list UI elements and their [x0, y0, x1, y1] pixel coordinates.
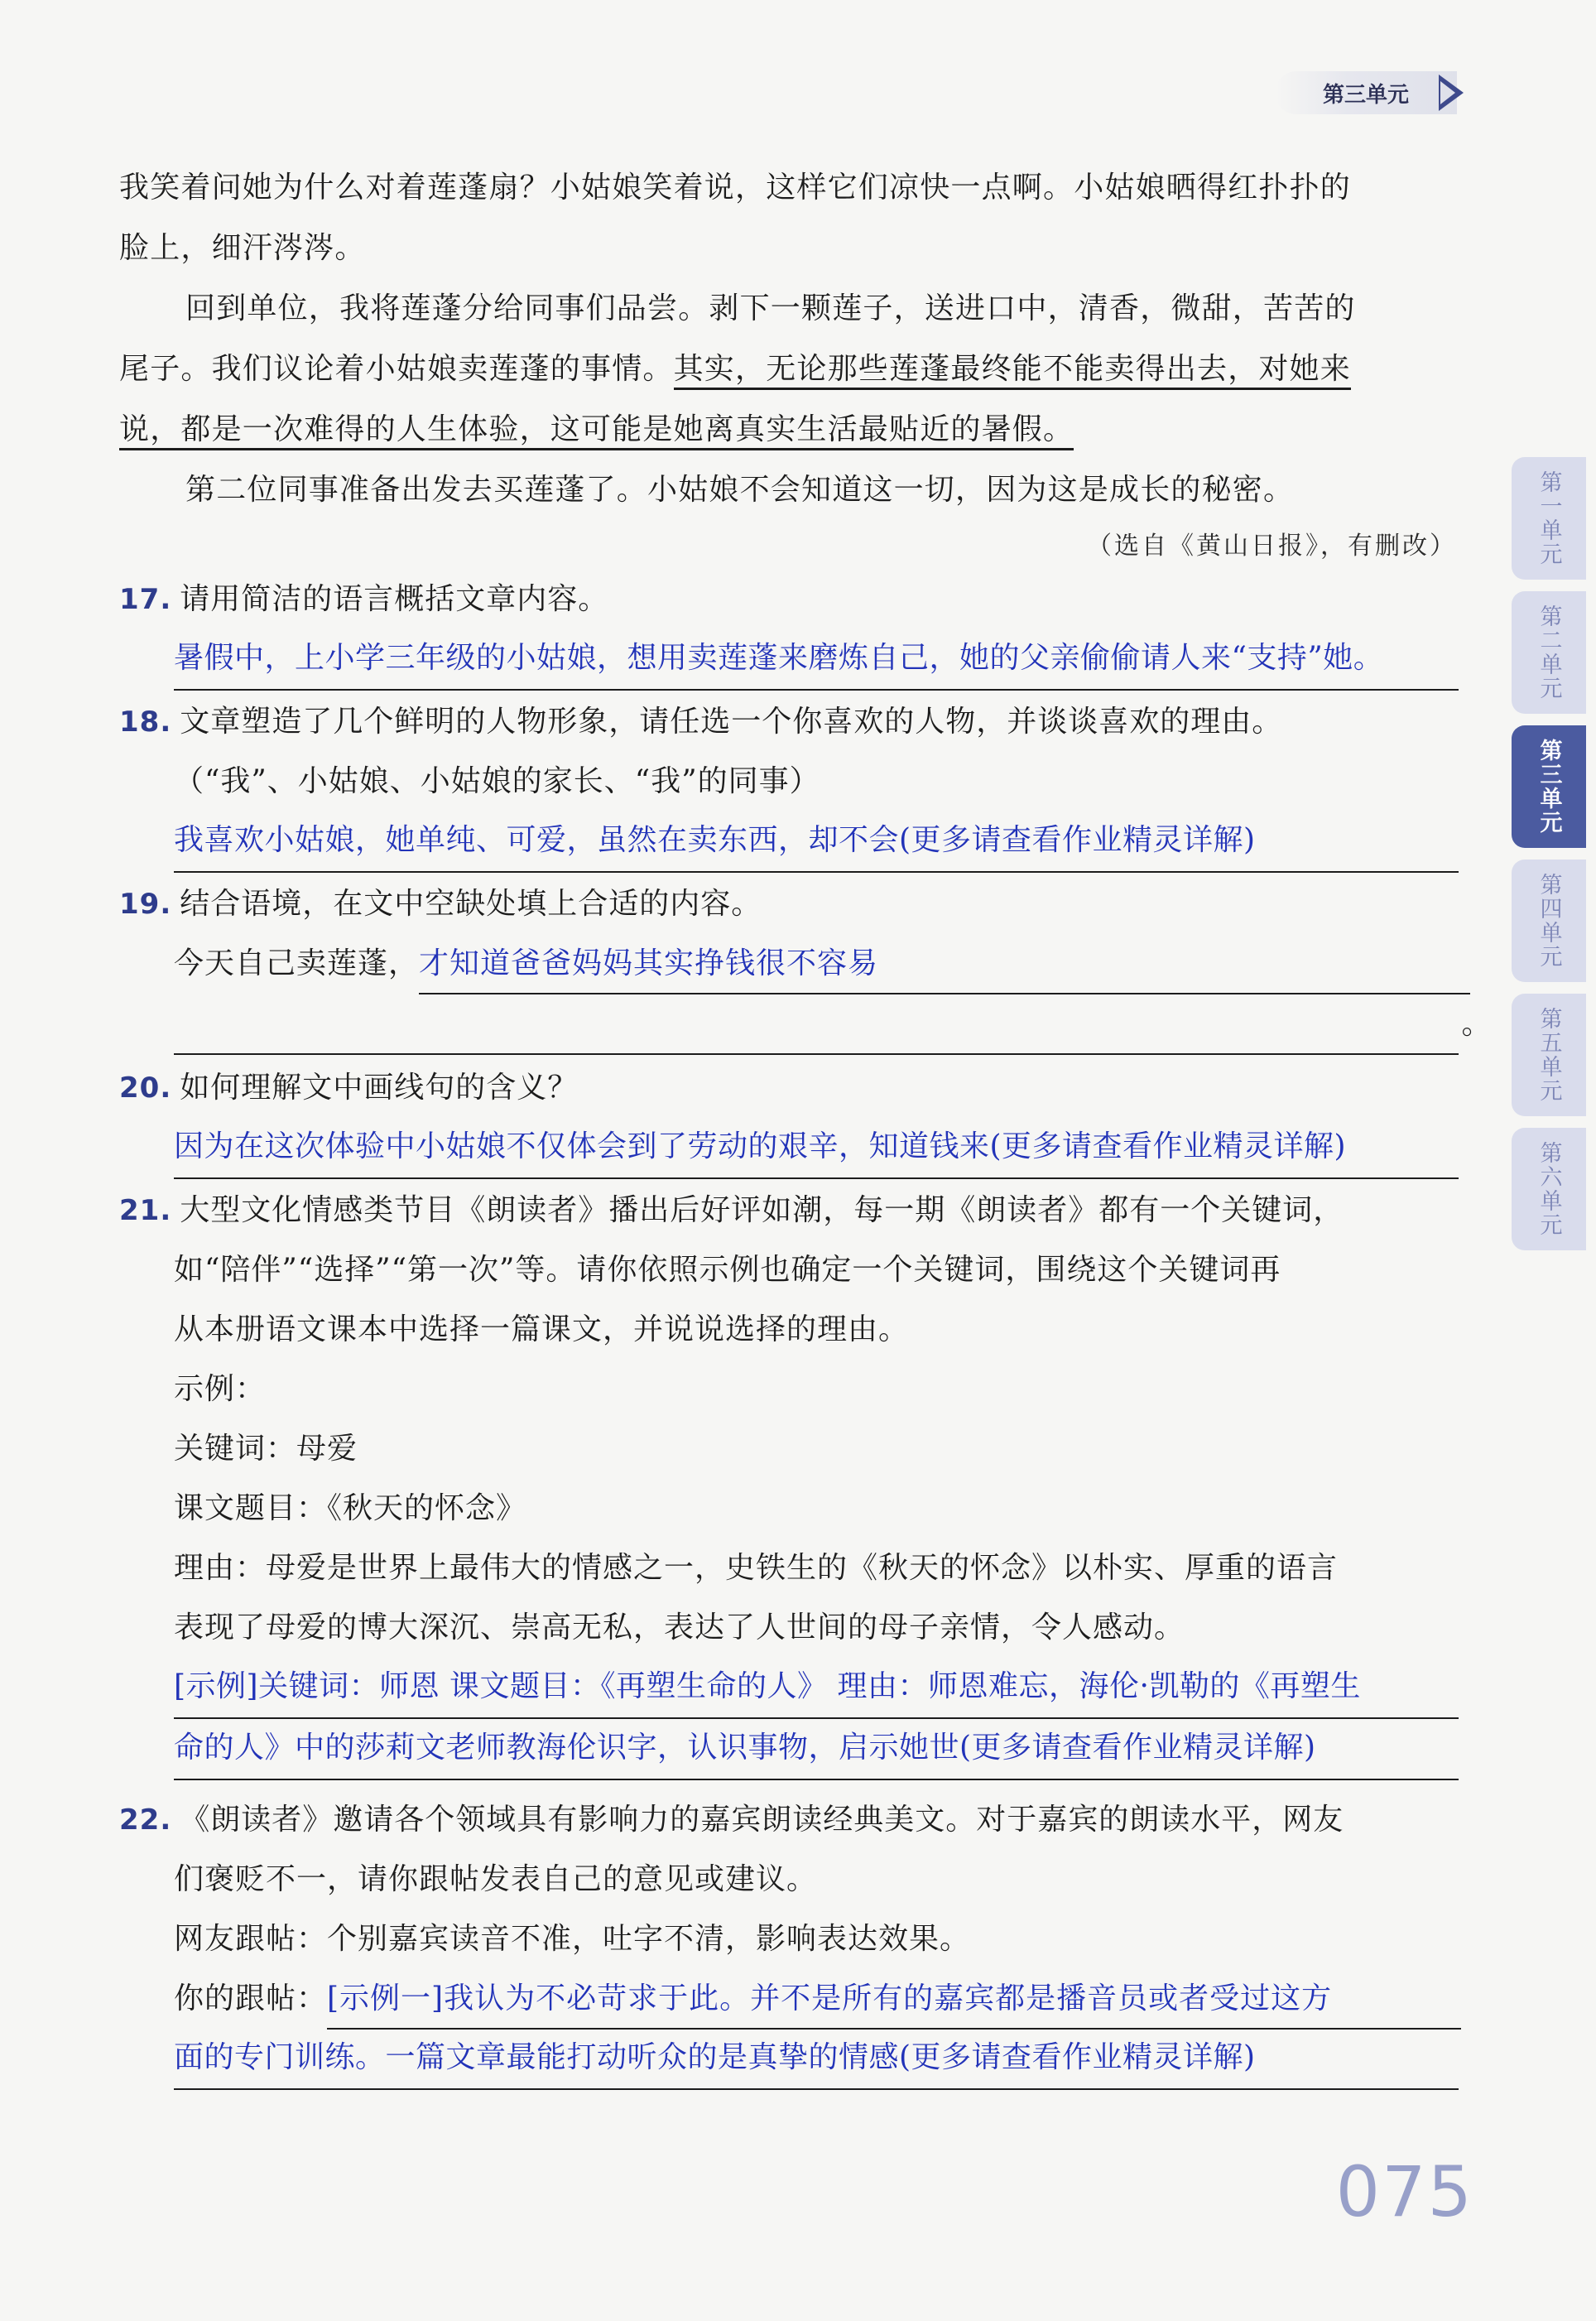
passage-line: 第二位同事准备出发去买莲蓬了。小姑娘不会知道这一切，因为这是成长的秘密。 — [185, 473, 1295, 507]
question-22 — [119, 1790, 1493, 2090]
question-17 — [119, 570, 1493, 691]
passage-line — [119, 399, 1460, 460]
side-tab-unit-3[interactable]: 第三单元 — [1512, 725, 1586, 848]
answer-line[interactable]: 我喜欢小姑娘，她单纯、可爱，虽然在卖东西，却不会(更多请查看作业精灵详解) — [174, 811, 1459, 873]
question-text: 如“陪伴”“选择”“第一次”等。请你依照示例也确定一个关键词，围绕这个关键词再 — [174, 1253, 1281, 1287]
side-tab-unit-4[interactable]: 第四单元 — [1512, 860, 1586, 982]
answer-line[interactable]: 暑假中，上小学三年级的小姑娘，想用卖莲蓬来磨炼自己，她的父亲偷偷请人来“支持”她。 — [174, 629, 1459, 691]
example-title: 示例： — [174, 1372, 267, 1406]
side-tab-unit-1[interactable]: 第一单元 — [1512, 457, 1586, 580]
answer-line[interactable]: [示例]关键词：师恩 课文题目：《再塑生命的人》 理由：师恩难忘，海伦·凯勒的《再塑生 — [174, 1658, 1459, 1719]
side-tab-unit-6[interactable]: 第六单元 — [1512, 1128, 1586, 1250]
reading-passage — [119, 157, 1460, 520]
question-text: 如何理解文中画线句的含义？ — [180, 1071, 579, 1105]
example-keyword: 关键词：母爱 — [174, 1432, 358, 1466]
question-text: 《朗读者》邀请各个领域具有影响力的嘉宾朗读经典美文。对于嘉宾的朗读水平，网友 — [180, 1803, 1344, 1837]
question-text: 请用简洁的语言概括文章内容。 — [180, 582, 609, 616]
unit-label: 第三单元 — [1323, 82, 1410, 108]
side-tab-unit-2[interactable]: 第二单元 — [1512, 591, 1586, 714]
answer-line[interactable]: 面的专门训练。一篇文章最能打动听众的是真挚的情感(更多请查看作业精灵详解) — [174, 2029, 1459, 2090]
passage-line: 回到单位，我将莲蓬分给同事们品尝。剥下一颗莲子，送进口中，清香，微甜，苦苦的 — [185, 291, 1356, 325]
netizen-post: 网友跟帖：个别嘉宾读音不准，吐字不清，影响表达效果。 — [174, 1922, 971, 1956]
source-note: （选自《黄山日报》，有删改） — [1087, 532, 1457, 561]
side-tab-unit-5[interactable]: 第五单元 — [1512, 994, 1586, 1116]
question-19 — [119, 874, 1493, 1055]
question-number: 22. — [119, 1803, 172, 1837]
answer-line[interactable]: 命的人》中的莎莉文老师教海伦识字，认识事物，启示她世(更多请查看作业精灵详解) — [174, 1719, 1459, 1780]
answer-line-blank[interactable] — [174, 994, 1492, 1055]
example-reason: 理由：母爱是世界上最伟大的情感之一，史铁生的《秋天的怀念》以朴实、厚重的语言 — [174, 1551, 1339, 1585]
passage-line: 我笑着问她为什么对着莲蓬扇？小姑娘笑着说，这样它们凉快一点啊。小姑娘晒得红扑扑的 — [119, 171, 1352, 205]
question-text: 们褒贬不一，请你跟帖发表自己的意见或建议。 — [174, 1862, 818, 1896]
question-text: 从本册语文课本中选择一篇课文，并说说选择的理由。 — [174, 1312, 910, 1346]
fill-in-answer[interactable]: 才知道爸爸妈妈其实挣钱很不容易 — [419, 935, 1470, 994]
period-mark: 。 — [1461, 1007, 1492, 1041]
question-21 — [119, 1181, 1493, 1780]
question-number: 19. — [119, 888, 172, 921]
chevron-inner — [1440, 81, 1455, 104]
example-reason: 表现了母爱的博大深沉、崇高无私，表达了人世间的母子亲情，令人感动。 — [174, 1611, 1185, 1644]
page-number: 075 — [1335, 2151, 1473, 2232]
question-20 — [119, 1058, 1493, 1179]
question-text: 文章塑造了几个鲜明的人物形象，请任选一个你喜欢的人物，并谈谈喜欢的理由。 — [180, 705, 1283, 739]
question-number: 21. — [119, 1194, 172, 1227]
passage-line: 脸上，细汗涔涔。 — [119, 231, 366, 265]
reply-answer[interactable]: [示例一]我认为不必苛求于此。并不是所有的嘉宾都是播音员或者受过这方 — [327, 1970, 1461, 2030]
reply-line: 你的跟帖：[示例一]我认为不必苛求于此。并不是所有的嘉宾都是播音员或者受过这方 — [119, 1969, 1493, 2029]
unit-side-tabs — [1512, 457, 1586, 1262]
underlined-sentence: 说，都是一次难得的人生体验，这可能是她离真实生活最贴近的暑假。 — [119, 412, 1074, 450]
question-18 — [119, 692, 1493, 873]
question-number: 18. — [119, 705, 172, 739]
passage-line: 尾子。我们议论着小姑娘卖莲蓬的事情。其实，无论那些莲蓬最终能不能卖得出去，对她来 — [119, 339, 1460, 399]
example-lesson: 课文题目：《秋天的怀念》 — [174, 1491, 527, 1525]
question-text: （“我”、小姑娘、小姑娘的家长、“我”的同事） — [174, 764, 820, 798]
unit-badge — [1275, 71, 1457, 114]
fill-in-line: 今天自己卖莲蓬，才知道爸爸妈妈其实挣钱很不容易 — [119, 934, 1493, 994]
underlined-sentence: 其实，无论那些莲蓬最终能不能卖得出去，对她来 — [674, 352, 1351, 390]
question-text: 结合语境，在文中空缺处填上合适的内容。 — [180, 887, 762, 921]
answer-line[interactable]: 因为在这次体验中小姑娘不仅体会到了劳动的艰辛，知道钱来(更多请查看作业精灵详解) — [174, 1118, 1459, 1179]
question-number: 20. — [119, 1071, 172, 1105]
question-number: 17. — [119, 583, 172, 616]
question-text: 大型文化情感类节目《朗读者》播出后好评如潮，每一期《朗读者》都有一个关键词， — [180, 1193, 1344, 1227]
